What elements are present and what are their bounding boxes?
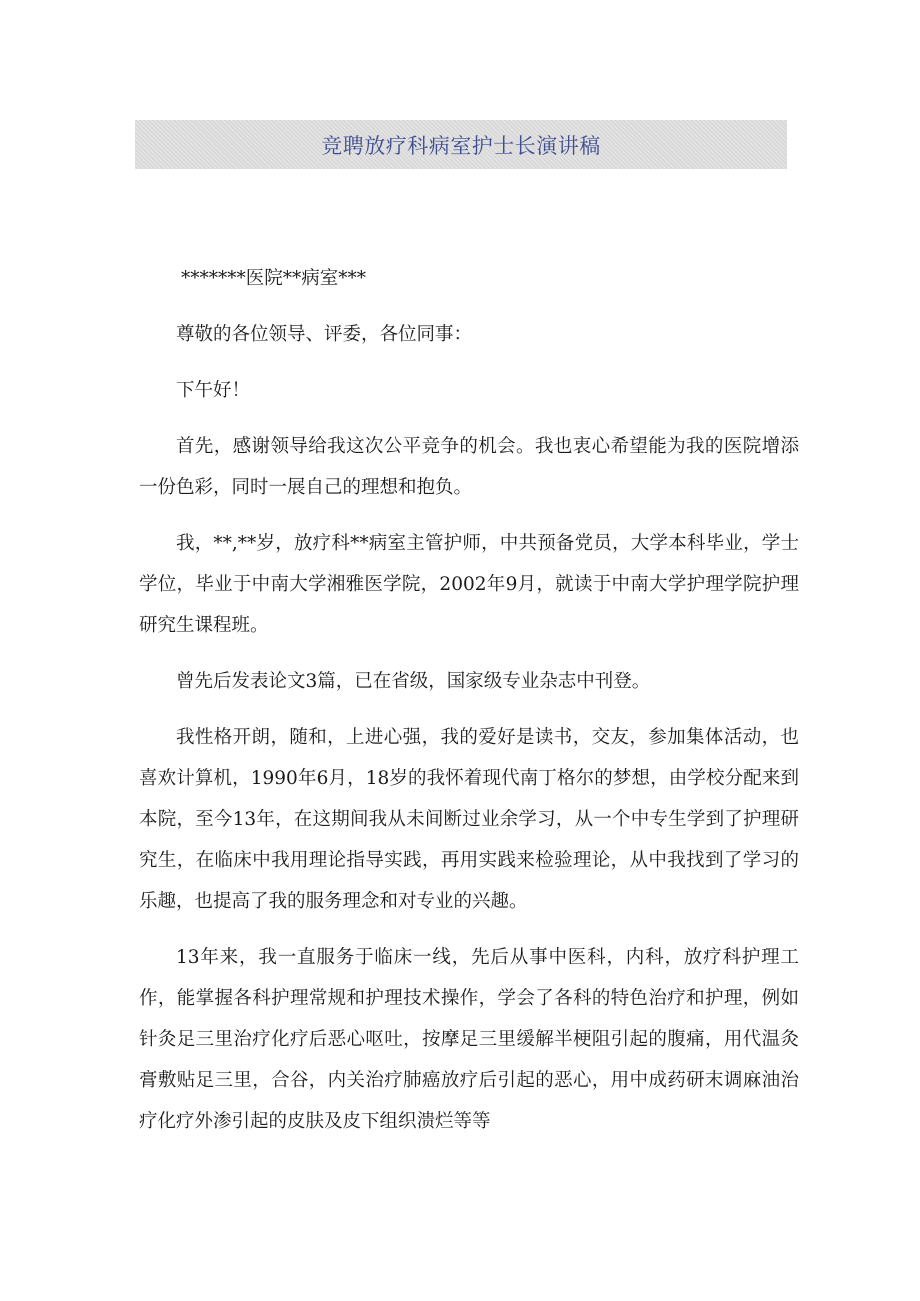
paragraph-self-introduction: 我，**,**岁，放疗科**病室主管护师，中共预备党员，大学本科毕业，学士学位，毕业于中南大学湘雅医学院，2002年9月，就读于中南大学护理学院护理研究生课程班。 [139,533,799,636]
paragraph-thanks: 首先，感谢领导给我这次公平竞争的机会。我也衷心希望能为我的医院增添一份色彩，同时一展自己的理想和抱负。 [139,436,799,498]
paragraph-personality: 我性格开朗，随和，上进心强，我的爱好是读书，交友，参加集体活动，也喜欢计算机，1990年6月，18岁的我怀着现代南丁格尔的梦想，由学校分配来到本院，至今13年，在这期间我从未间断过业余学习，从一个中专生学到了护理研究生，在临床中我用理论指导实践，再用实践来检验理论，从中我找到了学习的乐趣，也提高了我的服务理念和对专业的兴趣。 [139,727,799,912]
title-banner [135,120,787,169]
paragraph-hospital-header: *******医院**病室*** [181,268,367,289]
document-title: 竞聘放疗科病室护士长演讲稿 [321,133,601,158]
paragraph-salutation: 尊敬的各位领导、评委，各位同事： [176,324,473,345]
document-body [139,258,799,1157]
paragraph-publications: 曾先后发表论文3篇，已在省级，国家级专业杂志中刊登。 [176,671,651,692]
paragraph-greeting: 下午好！ [176,380,251,401]
paragraph-experience: 13年来，我一直服务于临床一线，先后从事中医科，内科，放疗科护理工作，能掌握各科护理常规和护理技术操作，学会了各科的特色治疗和护理，例如针灸足三里治疗化疗后恶心呕吐，按摩足三里缓解半梗阻引起的腹痛，用代温灸膏敷贴足三里，合谷，内关治疗肺癌放疗后引起的恶心，用中成药研末调麻油治疗化疗外渗引起的皮肤及皮下组织溃烂等等 [139,947,799,1132]
